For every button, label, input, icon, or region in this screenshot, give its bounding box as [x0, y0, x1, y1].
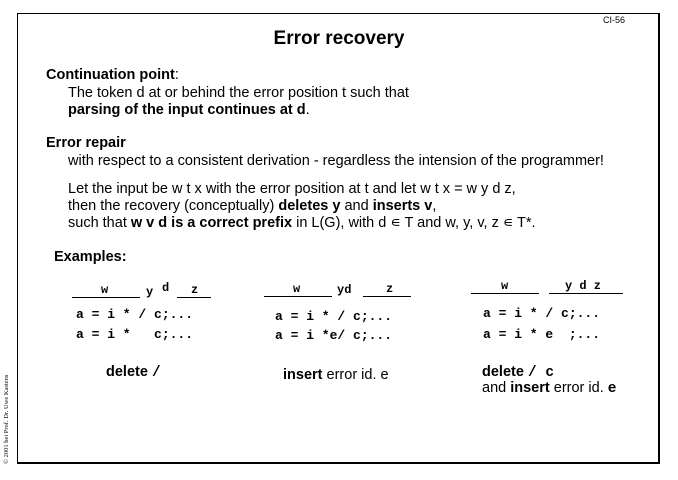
ex1-code-repaired: a = i * c;... — [76, 327, 194, 342]
ex1-code-original: a = i * / c;... — [76, 307, 194, 322]
ex3-ydz-label: y d z — [565, 279, 602, 293]
ex3-caption-line2: and insert error id. e — [482, 380, 617, 397]
repair-line1: with respect to a consistent derivation - regardless the intension of the programmer! — [68, 153, 604, 169]
ex3-ydz-underline — [549, 293, 623, 294]
continuation-line2: parsing of the input continues at d. — [68, 102, 310, 118]
ex2-z-label: z — [386, 282, 394, 296]
ex1-z-underline — [177, 297, 211, 298]
page-title: Error recovery — [273, 28, 405, 49]
examples-heading: Examples: — [54, 249, 127, 265]
ex3-code-original: a = i * / c;... — [483, 306, 601, 321]
ex2-w-label: w — [293, 282, 301, 296]
ex3-code-repaired: a = i * e ;... — [483, 327, 601, 342]
repair-paragraph-line2: then the recovery (conceptually) deletes y and inserts v, — [68, 198, 437, 214]
ex3-caption-line1: delete / c — [482, 364, 555, 381]
repair-paragraph-line3: such that w v d is a correct prefix in L(G), with d ∊ T and w, y, v, z ∊ T*. — [68, 215, 536, 231]
ex3-w-label: w — [501, 279, 509, 293]
continuation-line1: The token d at or behind the error position t such that — [68, 85, 409, 101]
ex1-w-underline — [72, 297, 140, 298]
ex2-w-underline — [264, 296, 332, 297]
ex2-code-original: a = i * / c;... — [275, 309, 393, 324]
slide-id: CI-56 — [603, 15, 626, 25]
ex1-caption: delete / — [106, 364, 161, 381]
ex1-w-label: w — [101, 283, 109, 297]
ex1-z-label: z — [191, 283, 199, 297]
copyright-note: © 2001 bei Prof. Dr. Uwe Kastens — [3, 374, 10, 464]
continuation-heading: Continuation point: — [46, 67, 179, 83]
repair-paragraph-line1: Let the input be w t x with the error position at t and let w t x = w y d z, — [68, 181, 516, 197]
ex3-w-underline — [471, 293, 539, 294]
ex2-yd-label: yd — [337, 283, 352, 297]
ex2-z-underline — [363, 296, 411, 297]
ex1-d-label: d — [162, 281, 170, 295]
ex2-code-repaired: a = i *e/ c;... — [275, 328, 393, 343]
ex2-caption: insert error id. e — [283, 367, 389, 383]
ex1-y-label: y — [146, 285, 154, 299]
repair-heading: Error repair — [46, 135, 126, 151]
